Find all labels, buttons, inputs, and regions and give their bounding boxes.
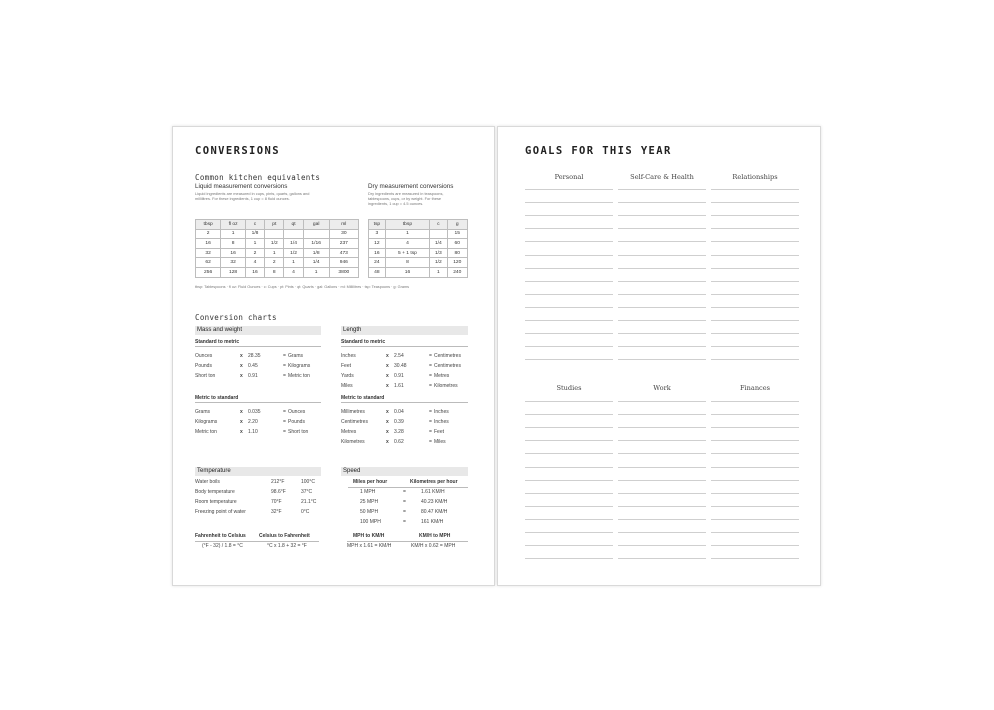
liquid-heading: Liquid measurement conversions xyxy=(195,183,288,190)
conversion-cell: = xyxy=(283,353,286,359)
conversion-cell: Ounces xyxy=(195,353,213,359)
page-title: CONVERSIONS xyxy=(195,145,280,157)
kmh-to-mph-formula: KM/H x 0.62 = MPH xyxy=(411,543,456,549)
conversion-cell: = xyxy=(429,419,432,425)
goal-writing-line[interactable] xyxy=(711,480,799,481)
goal-writing-line[interactable] xyxy=(711,506,799,507)
liquid-table-cell xyxy=(303,229,329,239)
liquid-table-cell: 1 xyxy=(284,258,303,268)
dry-table-row xyxy=(369,267,468,277)
conversion-cell: 28.35 xyxy=(248,353,261,359)
conversion-cell: x xyxy=(240,363,243,369)
goal-writing-line[interactable] xyxy=(525,453,613,454)
speed-cell: = xyxy=(403,509,406,515)
goal-column-studies: Studies xyxy=(556,384,582,392)
goal-writing-line[interactable] xyxy=(525,545,613,546)
conversion-cell: Ounces xyxy=(288,409,306,415)
liquid-table-cell: 1 xyxy=(221,229,246,239)
goal-writing-line[interactable] xyxy=(525,493,613,494)
conversion-cell: x xyxy=(386,383,389,389)
conversion-cell: Yards xyxy=(341,373,354,379)
goal-writing-line[interactable] xyxy=(618,307,706,308)
goal-writing-line[interactable] xyxy=(525,427,613,428)
dry-table-cell: 5 + 1 tsp xyxy=(385,248,429,258)
conversion-cell: = xyxy=(283,429,286,435)
conversion-cell: Inches xyxy=(434,409,449,415)
liquid-table-cell: 8 xyxy=(221,239,246,249)
goal-column-finances: Finances xyxy=(739,384,771,392)
goal-writing-line[interactable] xyxy=(525,268,613,269)
goal-writing-line[interactable] xyxy=(525,359,613,360)
conversion-cell: 0.62 xyxy=(394,439,404,445)
liquid-table-row xyxy=(196,248,359,258)
liquid-table-cell: 4 xyxy=(245,258,264,268)
dry-table-cell: 16 xyxy=(369,248,386,258)
dry-column-header: g xyxy=(447,220,467,230)
speed-cell: = xyxy=(403,499,406,505)
conversion-cell: 2.20 xyxy=(248,419,258,425)
conversion-cell: 0.04 xyxy=(394,409,404,415)
dry-table-row xyxy=(369,239,468,249)
mph-column-header: Miles per hour xyxy=(353,479,388,485)
conversion-cell: = xyxy=(283,409,286,415)
goal-writing-line[interactable] xyxy=(711,215,799,216)
conversion-cell: = xyxy=(429,363,432,369)
conversion-cell: Centimetres xyxy=(434,363,461,369)
liquid-table-row xyxy=(196,229,359,239)
goal-writing-line[interactable] xyxy=(618,228,706,229)
dry-table-row xyxy=(369,248,468,258)
conversion-cell: Metres xyxy=(341,429,357,435)
conversion-cell: x xyxy=(240,419,243,425)
dry-table-cell: 1 xyxy=(385,229,429,239)
goal-writing-line[interactable] xyxy=(618,346,706,347)
conversion-cell: 0.035 xyxy=(248,409,261,415)
goal-writing-line[interactable] xyxy=(711,228,799,229)
goal-writing-line[interactable] xyxy=(525,307,613,308)
dry-table-cell: 8 xyxy=(385,258,429,268)
goal-writing-line[interactable] xyxy=(711,307,799,308)
conversion-cell: Grams xyxy=(195,409,210,415)
goal-writing-line[interactable] xyxy=(711,189,799,190)
goal-writing-line[interactable] xyxy=(525,532,613,533)
goal-writing-line[interactable] xyxy=(525,440,613,441)
mph-to-kmh-formula: MPH x 1.61 = KM/H xyxy=(347,543,392,549)
liquid-table-cell: 256 xyxy=(196,267,221,277)
length-to-metric-heading: Standard to metric xyxy=(341,339,468,347)
temperature-cell: Freezing point of water xyxy=(195,509,246,515)
goal-writing-line[interactable] xyxy=(618,281,706,282)
goal-writing-line[interactable] xyxy=(711,401,799,402)
conversion-cell: 0.39 xyxy=(394,419,404,425)
speed-bar: Speed xyxy=(341,467,468,476)
dry-column-header: c xyxy=(430,220,447,230)
liquid-column-header: ml xyxy=(329,220,358,230)
conversion-cell: = xyxy=(283,363,286,369)
conversion-charts-heading: Conversion charts xyxy=(195,313,277,322)
liquid-table-cell: 1 xyxy=(303,267,329,277)
conversion-cell: Kilograms xyxy=(195,419,218,425)
abbreviations-legend: tbsp: Tablespoons · fl oz: Fluid Ounces · c: Cups · pt: Pints · qt: Quarts · gal: Gallons · ml: Millilitres · tsp: Teaspoons · g: Grams xyxy=(195,285,410,289)
liquid-table-cell: 1/4 xyxy=(303,258,329,268)
goal-writing-line[interactable] xyxy=(711,294,799,295)
liquid-table-cell xyxy=(265,229,284,239)
conversion-cell: Metric ton xyxy=(195,429,217,435)
temperature-cell: 70°F xyxy=(271,499,282,505)
conversion-cell: Feet xyxy=(341,363,352,369)
conversion-cell: Miles xyxy=(434,439,446,445)
liquid-table-cell: 1 xyxy=(265,248,284,258)
conversion-cell: 1.10 xyxy=(248,429,258,435)
conversion-cell: x xyxy=(386,429,389,435)
liquid-table-cell: 62 xyxy=(196,258,221,268)
f-to-c-label: Fahrenheit to Celsius xyxy=(195,533,246,539)
goal-writing-line[interactable] xyxy=(711,440,799,441)
c-to-f-label: Celsius to Fahrenheit xyxy=(259,533,310,539)
goal-writing-line[interactable] xyxy=(711,268,799,269)
goal-writing-line[interactable] xyxy=(711,241,799,242)
conversion-cell: Short ton xyxy=(288,429,309,435)
goal-writing-line[interactable] xyxy=(618,532,706,533)
goal-writing-line[interactable] xyxy=(711,519,799,520)
liquid-table-cell: 1/8 xyxy=(303,248,329,258)
f-to-c-formula: (°F - 32) / 1.8 = °C xyxy=(202,543,243,549)
conversion-cell: Kilometres xyxy=(434,383,458,389)
liquid-table-cell: 1/8 xyxy=(245,229,264,239)
goal-writing-line[interactable] xyxy=(618,294,706,295)
goal-writing-line[interactable] xyxy=(618,480,706,481)
goal-writing-line[interactable] xyxy=(618,545,706,546)
dry-heading: Dry measurement conversions xyxy=(368,183,454,190)
conversion-cell: x xyxy=(240,373,243,379)
goal-column-personal: Personal xyxy=(554,173,584,181)
goal-writing-line[interactable] xyxy=(618,268,706,269)
goal-writing-line[interactable] xyxy=(525,333,613,334)
liquid-table-cell: 1/2 xyxy=(284,248,303,258)
liquid-table-cell: 2 xyxy=(196,229,221,239)
liquid-table-cell: 1 xyxy=(245,239,264,249)
goal-writing-line[interactable] xyxy=(525,202,613,203)
dry-table-cell: 240 xyxy=(447,267,467,277)
goal-writing-line[interactable] xyxy=(711,320,799,321)
goal-writing-line[interactable] xyxy=(525,281,613,282)
dry-table-cell: 15 xyxy=(447,229,467,239)
dry-table-cell: 1/4 xyxy=(430,239,447,249)
goal-writing-line[interactable] xyxy=(711,453,799,454)
length-bar: Length xyxy=(341,326,468,335)
speed-cell: = xyxy=(403,519,406,525)
goal-writing-line[interactable] xyxy=(618,333,706,334)
goal-writing-line[interactable] xyxy=(618,215,706,216)
dry-table-cell: 1 xyxy=(430,267,447,277)
goal-writing-line[interactable] xyxy=(711,414,799,415)
goal-writing-line[interactable] xyxy=(711,255,799,256)
goal-writing-line[interactable] xyxy=(618,401,706,402)
goal-writing-line[interactable] xyxy=(618,255,706,256)
goal-writing-line[interactable] xyxy=(525,519,613,520)
goal-writing-line[interactable] xyxy=(618,453,706,454)
liquid-table-cell xyxy=(284,229,303,239)
speed-cell: 80.47 KM/H xyxy=(421,509,448,515)
conversion-cell: Inches xyxy=(341,353,356,359)
goal-writing-line[interactable] xyxy=(525,241,613,242)
liquid-column-header: tbsp xyxy=(196,220,221,230)
goal-writing-line[interactable] xyxy=(711,545,799,546)
liquid-column-header: c xyxy=(245,220,264,230)
liquid-table-cell: 1/2 xyxy=(265,239,284,249)
conversion-cell: = xyxy=(429,373,432,379)
goal-writing-line[interactable] xyxy=(525,414,613,415)
conversion-cell: 0.91 xyxy=(248,373,258,379)
speed-formula-divider xyxy=(347,541,468,542)
speed-cell: 50 MPH xyxy=(360,509,379,515)
speed-cell: 100 MPH xyxy=(360,519,381,525)
goal-column-relationships: Relationships xyxy=(732,173,778,181)
conversion-cell: 1.61 xyxy=(394,383,404,389)
conversion-cell: 0.91 xyxy=(394,373,404,379)
goal-writing-line[interactable] xyxy=(618,427,706,428)
conversion-cell: = xyxy=(429,409,432,415)
temperature-cell: 32°F xyxy=(271,509,282,515)
goal-writing-line[interactable] xyxy=(618,202,706,203)
liquid-table-cell: 473 xyxy=(329,248,358,258)
goal-writing-line[interactable] xyxy=(525,320,613,321)
dry-table-cell xyxy=(430,229,447,239)
goal-writing-line[interactable] xyxy=(711,427,799,428)
goal-writing-line[interactable] xyxy=(525,506,613,507)
dry-table-cell: 1/2 xyxy=(430,258,447,268)
dry-column-header: tbsp xyxy=(385,220,429,230)
conversion-cell: 0.45 xyxy=(248,363,258,369)
goal-writing-line[interactable] xyxy=(525,480,613,481)
goal-writing-line[interactable] xyxy=(618,558,706,559)
speed-cell: = xyxy=(403,489,406,495)
goal-writing-line[interactable] xyxy=(618,493,706,494)
goal-writing-line[interactable] xyxy=(711,346,799,347)
goal-writing-line[interactable] xyxy=(618,440,706,441)
liquid-table-cell: 1/4 xyxy=(284,239,303,249)
goal-writing-line[interactable] xyxy=(711,333,799,334)
speed-cell: 40.23 KM/H xyxy=(421,499,448,505)
liquid-table-cell: 16 xyxy=(245,267,264,277)
liquid-table-cell: 30 xyxy=(329,229,358,239)
liquid-table-cell: 4 xyxy=(284,267,303,277)
goal-writing-line[interactable] xyxy=(618,359,706,360)
goals-title: GOALS FOR THIS YEAR xyxy=(525,145,672,157)
mass-to-standard-heading: Metric to standard xyxy=(195,395,321,403)
speed-cell: 1 MPH xyxy=(360,489,376,495)
conversion-cell: 30.48 xyxy=(394,363,407,369)
conversion-cell: Centimetres xyxy=(434,353,461,359)
goals-page xyxy=(497,126,821,586)
goal-writing-line[interactable] xyxy=(711,359,799,360)
conversion-cell: Pounds xyxy=(288,419,305,425)
conversion-cell: Short ton xyxy=(195,373,216,379)
dry-table-cell: 48 xyxy=(369,267,386,277)
liquid-table-row xyxy=(196,239,359,249)
conversions-page xyxy=(172,126,495,586)
conversion-cell: x xyxy=(386,409,389,415)
mph-to-kmh-label: MPH to KM/H xyxy=(353,533,385,539)
goal-writing-line[interactable] xyxy=(525,189,613,190)
goal-writing-line[interactable] xyxy=(525,558,613,559)
temperature-cell: Water boils xyxy=(195,479,220,485)
conversion-cell: 2.54 xyxy=(394,353,404,359)
liquid-table-cell: 128 xyxy=(221,267,246,277)
conversion-cell: = xyxy=(283,419,286,425)
liquid-table-cell: 2 xyxy=(265,258,284,268)
goal-writing-line[interactable] xyxy=(618,320,706,321)
liquid-column-header: pt xyxy=(265,220,284,230)
goal-writing-line[interactable] xyxy=(711,202,799,203)
temperature-cell: 37°C xyxy=(301,489,313,495)
liquid-table-cell: 16 xyxy=(221,248,246,258)
dry-note: Dry ingredients are measured in teaspoons, tablespoons, cups, or by weight. For these ingredients, 1 cup = 4.5 ounces. xyxy=(368,191,444,206)
kmh-to-mph-label: KM/H to MPH xyxy=(419,533,451,539)
goal-writing-line[interactable] xyxy=(525,215,613,216)
speed-header-divider xyxy=(348,487,468,488)
conversion-cell: = xyxy=(429,429,432,435)
dry-table-cell: 120 xyxy=(447,258,467,268)
goal-writing-line[interactable] xyxy=(711,281,799,282)
dry-table-cell: 12 xyxy=(369,239,386,249)
dry-table-row xyxy=(369,258,468,268)
liquid-table-row xyxy=(196,258,359,268)
goal-writing-line[interactable] xyxy=(525,346,613,347)
liquid-table-cell: 16 xyxy=(196,239,221,249)
goal-writing-line[interactable] xyxy=(618,241,706,242)
conversion-cell: x xyxy=(386,373,389,379)
goal-writing-line[interactable] xyxy=(618,519,706,520)
conversion-cell: x xyxy=(386,419,389,425)
liquid-column-header: qt xyxy=(284,220,303,230)
dry-conversion-table xyxy=(368,219,468,278)
mass-weight-bar: Mass and weight xyxy=(195,326,321,335)
temperature-cell: 98.6°F xyxy=(271,489,286,495)
temperature-cell: 212°F xyxy=(271,479,285,485)
conversion-cell: x xyxy=(240,409,243,415)
liquid-table-cell: 946 xyxy=(329,258,358,268)
goal-writing-line[interactable] xyxy=(618,506,706,507)
dry-table-cell: 16 xyxy=(385,267,429,277)
goal-writing-line[interactable] xyxy=(618,414,706,415)
conversion-cell: x xyxy=(386,363,389,369)
goal-column-work: Work xyxy=(653,384,671,392)
liquid-table-cell: 32 xyxy=(196,248,221,258)
conversion-cell: = xyxy=(283,373,286,379)
kmh-column-header: Kilometres per hour xyxy=(410,479,458,485)
conversion-cell: = xyxy=(429,353,432,359)
dry-column-header: tsp xyxy=(369,220,386,230)
dry-table-row xyxy=(369,229,468,239)
conversion-cell: = xyxy=(429,383,432,389)
speed-cell: 161 KM/H xyxy=(421,519,444,525)
goal-writing-line[interactable] xyxy=(525,401,613,402)
liquid-table-row xyxy=(196,267,359,277)
liquid-column-header: gal xyxy=(303,220,329,230)
conversion-cell: Kilograms xyxy=(288,363,311,369)
conversion-cell: Grams xyxy=(288,353,303,359)
goal-writing-line[interactable] xyxy=(525,228,613,229)
dry-table-cell: 4 xyxy=(385,239,429,249)
conversion-cell: = xyxy=(429,439,432,445)
temperature-cell: Room temperature xyxy=(195,499,237,505)
temperature-cell: 21.1°C xyxy=(301,499,317,505)
liquid-table-cell: 2 xyxy=(245,248,264,258)
conversion-cell: x xyxy=(240,353,243,359)
goal-writing-line[interactable] xyxy=(711,467,799,468)
temperature-cell: Body temperature xyxy=(195,489,235,495)
dry-table-cell: 80 xyxy=(447,248,467,258)
conversion-cell: x xyxy=(240,429,243,435)
mass-to-metric-heading: Standard to metric xyxy=(195,339,321,347)
conversion-cell: Miles xyxy=(341,383,353,389)
conversion-cell: Millimetres xyxy=(341,409,365,415)
c-to-f-formula: °C x 1.8 + 32 = °F xyxy=(267,543,307,549)
goal-column-self-care: Self-Care & Health xyxy=(630,173,694,181)
dry-table-cell: 24 xyxy=(369,258,386,268)
conversion-cell: Centimetres xyxy=(341,419,368,425)
goal-writing-line[interactable] xyxy=(711,532,799,533)
liquid-table-cell: 1/16 xyxy=(303,239,329,249)
goal-writing-line[interactable] xyxy=(618,189,706,190)
liquid-conversion-table xyxy=(195,219,359,278)
conversion-cell: 3.28 xyxy=(394,429,404,435)
dry-table-cell: 3 xyxy=(369,229,386,239)
liquid-table-cell: 32 xyxy=(221,258,246,268)
liquid-column-header: fl oz xyxy=(221,220,246,230)
conversion-cell: Metric ton xyxy=(288,373,310,379)
goal-writing-line[interactable] xyxy=(525,255,613,256)
goal-writing-line[interactable] xyxy=(525,294,613,295)
liquid-table-cell: 237 xyxy=(329,239,358,249)
conversion-cell: Metres xyxy=(434,373,450,379)
kitchen-heading: Common kitchen equivalents xyxy=(195,173,321,182)
speed-cell: 25 MPH xyxy=(360,499,379,505)
speed-cell: 1.61 KM/H xyxy=(421,489,445,495)
goal-writing-line[interactable] xyxy=(618,467,706,468)
length-to-standard-heading: Metric to standard xyxy=(341,395,468,403)
temperature-cell: 0°C xyxy=(301,509,310,515)
conversion-cell: Kilometres xyxy=(341,439,365,445)
temperature-cell: 100°C xyxy=(301,479,315,485)
liquid-table-cell: 8 xyxy=(265,267,284,277)
dry-table-cell: 60 xyxy=(447,239,467,249)
conversion-cell: Feet xyxy=(434,429,445,435)
conversion-cell: Pounds xyxy=(195,363,212,369)
conversion-cell: Inches xyxy=(434,419,449,425)
liquid-note: Liquid ingredients are measured in cups, pints, quarts, gallons and millilitres. For these ingredients, 1 cup = 8 fluid ounces. xyxy=(195,191,310,201)
dry-table-cell: 1/3 xyxy=(430,248,447,258)
goal-writing-line[interactable] xyxy=(711,558,799,559)
liquid-table-cell: 3800 xyxy=(329,267,358,277)
temperature-bar: Temperature xyxy=(195,467,321,476)
conversion-cell: x xyxy=(386,439,389,445)
goal-writing-line[interactable] xyxy=(711,493,799,494)
goal-writing-line[interactable] xyxy=(525,467,613,468)
conversion-cell: x xyxy=(386,353,389,359)
temp-formula-divider xyxy=(195,541,319,542)
